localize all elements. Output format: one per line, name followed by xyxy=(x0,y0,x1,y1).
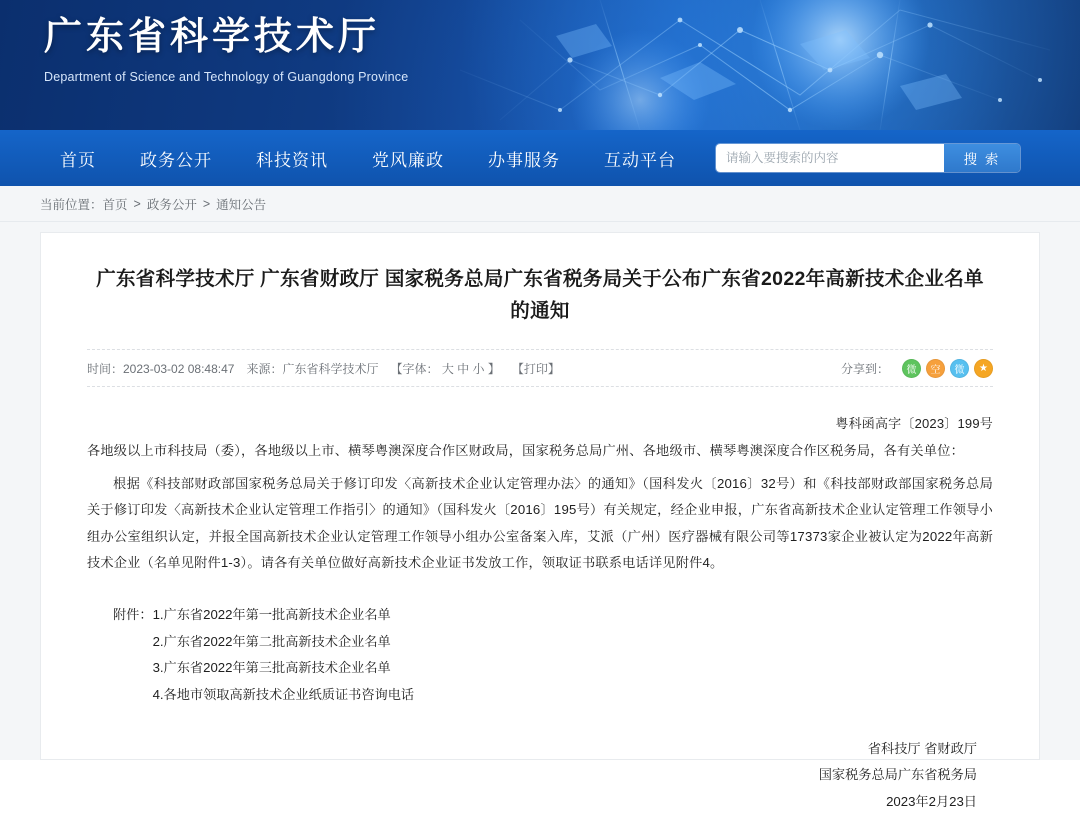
article-paragraph-body: 根据《科技部财政部国家税务总局关于修订印发〈高新技术企业认定管理办法〉的通知》（国科发火〔2016〕32号）和《科技部财政部国家税务总局关于修订印发〈高新技术企业认定管理工作指引〉的通知》（国科发火〔2016〕195号）有关规定，经企业申报，广东省高新技术企业认定管理工作领导小组办公室组织认定，并报全国高新技术企业认定管理工作领导小组办公室备案入库，艾派（广州）医疗器械有限公司等17373家企业被认定为2022年高新技术企业（名单见附件1-3）。请各有关单位做好高新技术企业证书发放工作，领取证书联系电话详见附件4。 xyxy=(87,475,993,570)
article-meta-left xyxy=(87,360,572,377)
nav-item-government-disclosure[interactable]: 政务公开 xyxy=(140,150,212,170)
share-bar xyxy=(841,359,993,378)
article-source: 来源：广东省科学技术厅 xyxy=(246,361,379,376)
font-size-controls xyxy=(390,360,499,377)
site-title: 广东省科学技术厅 xyxy=(44,16,381,58)
signer-line-1: 省科技厅 省财政厅 xyxy=(867,741,977,756)
font-size-medium-button[interactable]: 中 xyxy=(457,361,470,376)
publish-time: 时间：2023-03-02 08:48:47 xyxy=(87,361,235,376)
nav-item-home[interactable]: 首页 xyxy=(60,150,96,170)
breadcrumb-separator-2: > xyxy=(202,196,211,211)
site-banner xyxy=(0,0,1080,130)
nav-item-interactive-platform[interactable]: 互动平台 xyxy=(604,150,676,170)
signature-block xyxy=(87,736,993,815)
search-box xyxy=(716,144,1020,172)
nav-item-list xyxy=(46,146,698,171)
share-label: 分享到： xyxy=(840,361,889,376)
font-size-small-button[interactable]: 小 xyxy=(472,361,485,376)
breadcrumb-item-notices[interactable]: 通知公告 xyxy=(216,197,267,212)
favorite-share-icon[interactable]: ★ xyxy=(974,359,993,378)
qzone-share-icon[interactable]: 空 xyxy=(926,359,945,378)
weibo-share-icon[interactable]: 微 xyxy=(950,359,969,378)
search-input[interactable] xyxy=(716,144,944,172)
signer-line-2: 国家税务总局广东省税务局 xyxy=(818,767,977,783)
nav-item-tech-news[interactable]: 科技资讯 xyxy=(256,150,328,170)
font-size-prefix: 【字体： xyxy=(390,361,439,376)
article-paragraph-recipients: 各地级以上市科技局（委），各地级以上市、横琴粤澳深度合作区财政局，国家税务总局广州、各地级市、横琴粤澳深度合作区税务局，各有关单位： xyxy=(87,443,964,459)
attachment-item-3[interactable]: 3.广东省2022年第三批高新技术企业名单 xyxy=(152,660,391,676)
article-card xyxy=(40,232,1040,809)
attachment-item-2[interactable]: 2.广东省2022年第二批高新技术企业名单 xyxy=(152,633,391,649)
article-meta-bar xyxy=(87,349,993,387)
nav-item-party-conduct[interactable]: 党风廉政 xyxy=(372,150,444,170)
wechat-share-icon[interactable]: 微 xyxy=(902,359,921,378)
main-navigation xyxy=(0,130,1080,186)
print-button[interactable]: 【打印】 xyxy=(511,361,560,376)
breadcrumb-item-home[interactable]: 首页 xyxy=(102,197,128,212)
attachment-list xyxy=(87,602,993,708)
breadcrumb xyxy=(0,186,1080,222)
search-button[interactable]: 搜 索 xyxy=(944,144,1020,172)
font-size-suffix: 】 xyxy=(487,361,500,376)
nav-item-services[interactable]: 办事服务 xyxy=(488,150,560,170)
attachment-item-1[interactable]: 1.广东省2022年第一批高新技术企业名单 xyxy=(152,607,391,623)
attachment-item-4[interactable]: 4.各地市领取高新技术企业纸质证书咨询电话 xyxy=(152,686,415,702)
attachment-label: 附件： xyxy=(113,607,153,623)
page-body xyxy=(0,222,1080,809)
page-title: 广东省科学技术厅 广东省财政厅 国家税务总局广东省税务局关于公布广东省2022年高新技术企业名单的通知 xyxy=(96,268,984,323)
signer-date: 2023年2月23日 xyxy=(886,793,977,809)
font-size-large-button[interactable]: 大 xyxy=(441,361,454,376)
site-subtitle: Department of Science and Technology of Guangdong Province xyxy=(44,69,409,84)
document-number: 粤科函高字〔2023〕199号 xyxy=(835,416,993,432)
breadcrumb-separator-1: > xyxy=(133,196,141,211)
breadcrumb-prefix: 当前位置： xyxy=(40,197,103,212)
breadcrumb-item-government-disclosure[interactable]: 政务公开 xyxy=(146,197,197,212)
